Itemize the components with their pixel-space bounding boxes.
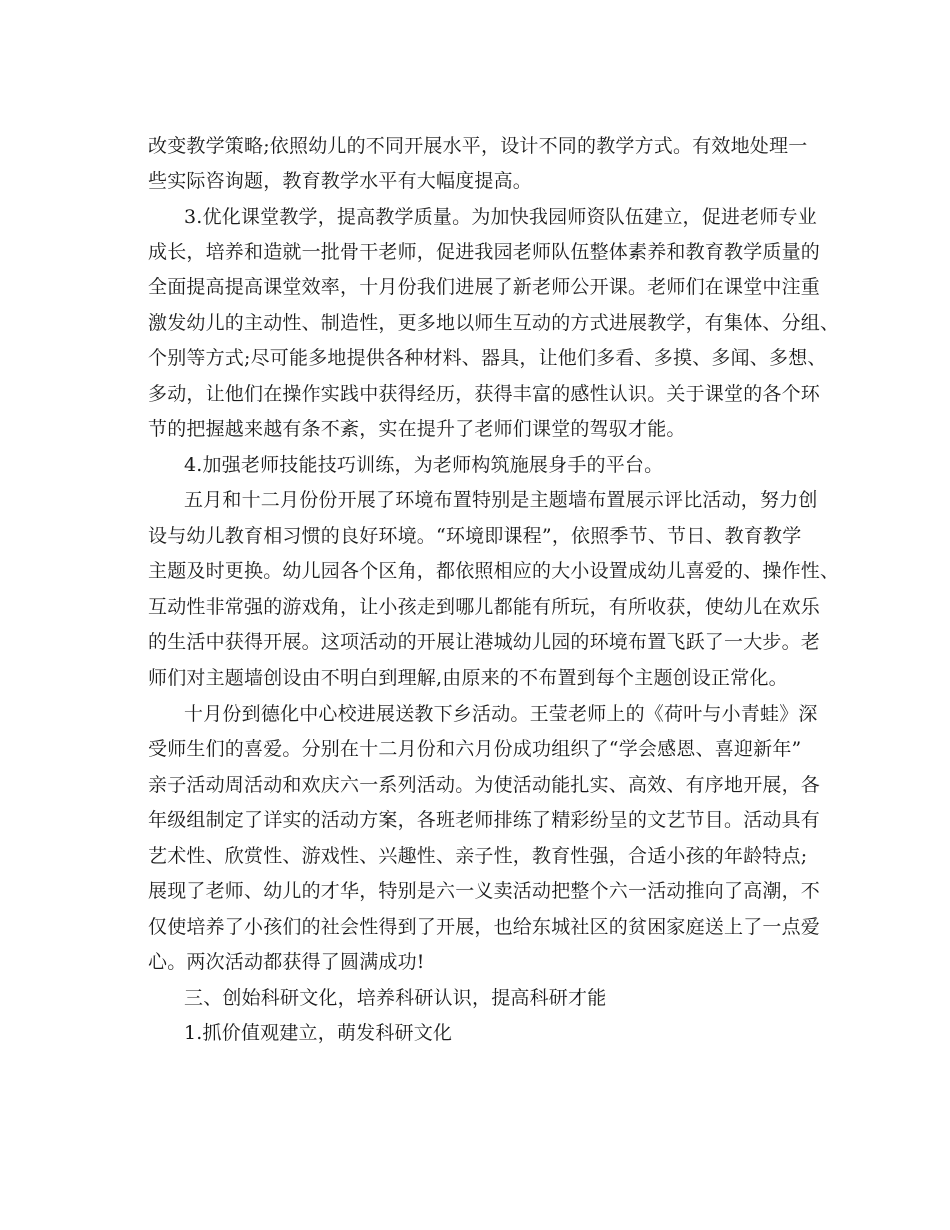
paragraph-line: 艺术性、欣赏性、游戏性、兴趣性、亲子性，教育性强，合适小孩的年龄特点; (148, 845, 808, 867)
section-heading: 三、创始科研文化，培养科研认识，提高科研才能 (184, 987, 607, 1009)
paragraph-line: 的生活中获得开展。这项活动的开展让港城幼儿园的环境布置飞跃了一大步。老 (148, 631, 821, 653)
paragraph-line: 个别等方式;尽可能多地提供各种材料、器具，让他们多看、多摸、多闻、多想、 (148, 347, 827, 369)
paragraph-line: 十月份到德化中心校进展送教下乡活动。王莹老师上的《荷叶与小青蛙》深 (184, 703, 818, 725)
paragraph-line: 年级组制定了详实的活动方案，各班老师排练了精彩纷呈的文艺节目。活动具有 (148, 809, 821, 831)
paragraph-line: 师们对主题墙创设由不明白到理解,由原来的不布置到每个主题创设正常化。 (148, 667, 788, 689)
numbered-item-heading: 1.抓价值观建立，萌发科研文化 (184, 1022, 453, 1044)
paragraph-line: 节的把握越来越有条不紊，实在提升了老师们课堂的驾驭才能。 (148, 418, 686, 440)
paragraph-line: 设与幼儿教育相习惯的良好环境。“环境即课程”，依照季节、节日、教育教学 (148, 525, 802, 547)
paragraph-line: 五月和十二月份份开展了环境布置特别是主题墙布置展示评比活动，努力创 (184, 489, 818, 511)
paragraph-line: 互动性非常强的游戏角，让小孩走到哪儿都能有所玩，有所收获，使幼儿在欢乐 (148, 596, 821, 618)
paragraph-line: 心。两次活动都获得了圆满成功! (148, 951, 425, 973)
paragraph-line: 成长，培养和造就一批骨干老师，促进我园老师队伍整体素养和教育教学质量的 (148, 241, 821, 263)
paragraph-line: 改变教学策略;依照幼儿的不同开展水平，设计不同的教学方式。有效地处理一 (148, 135, 808, 157)
paragraph-line: 些实际咨询题，教育教学水平有大幅度提高。 (148, 170, 533, 192)
paragraph-line: 展现了老师、幼儿的才华，特别是六一义卖活动把整个六一活动推向了高潮，不 (148, 880, 821, 902)
paragraph-line: 受师生们的喜爱。分别在十二月份和六月份成功组织了“学会感恩、喜迎新年” (148, 738, 802, 760)
paragraph-line: 多动，让他们在操作实践中获得经历，获得丰富的感性认识。关于课堂的各个环 (148, 383, 821, 405)
paragraph-line: 仅使培养了小孩们的社会性得到了开展，也给东城社区的贫困家庭送上了一点爱 (148, 916, 821, 938)
paragraph-line: 亲子活动周活动和欢庆六一系列活动。为使活动能扎实、高效、有序地开展，各 (148, 774, 821, 796)
paragraph-line: 主题及时更换。幼儿园各个区角，都依照相应的大小设置成幼儿喜爱的、操作性、 (148, 560, 840, 582)
numbered-item-heading: 4.加强老师技能技巧训练，为老师构筑施展身手的平台。 (184, 454, 664, 476)
paragraph-line: 激发幼儿的主动性、制造性，更多地以师生互动的方式进展教学，有集体、分组、 (148, 312, 840, 334)
numbered-item-heading: 3.优化课堂教学，提高教学质量。为加快我园师资队伍建立，促进老师专业 (184, 206, 817, 228)
paragraph-line: 全面提高提高课堂效率，十月份我们进展了新老师公开课。老师们在课堂中注重 (148, 276, 821, 298)
